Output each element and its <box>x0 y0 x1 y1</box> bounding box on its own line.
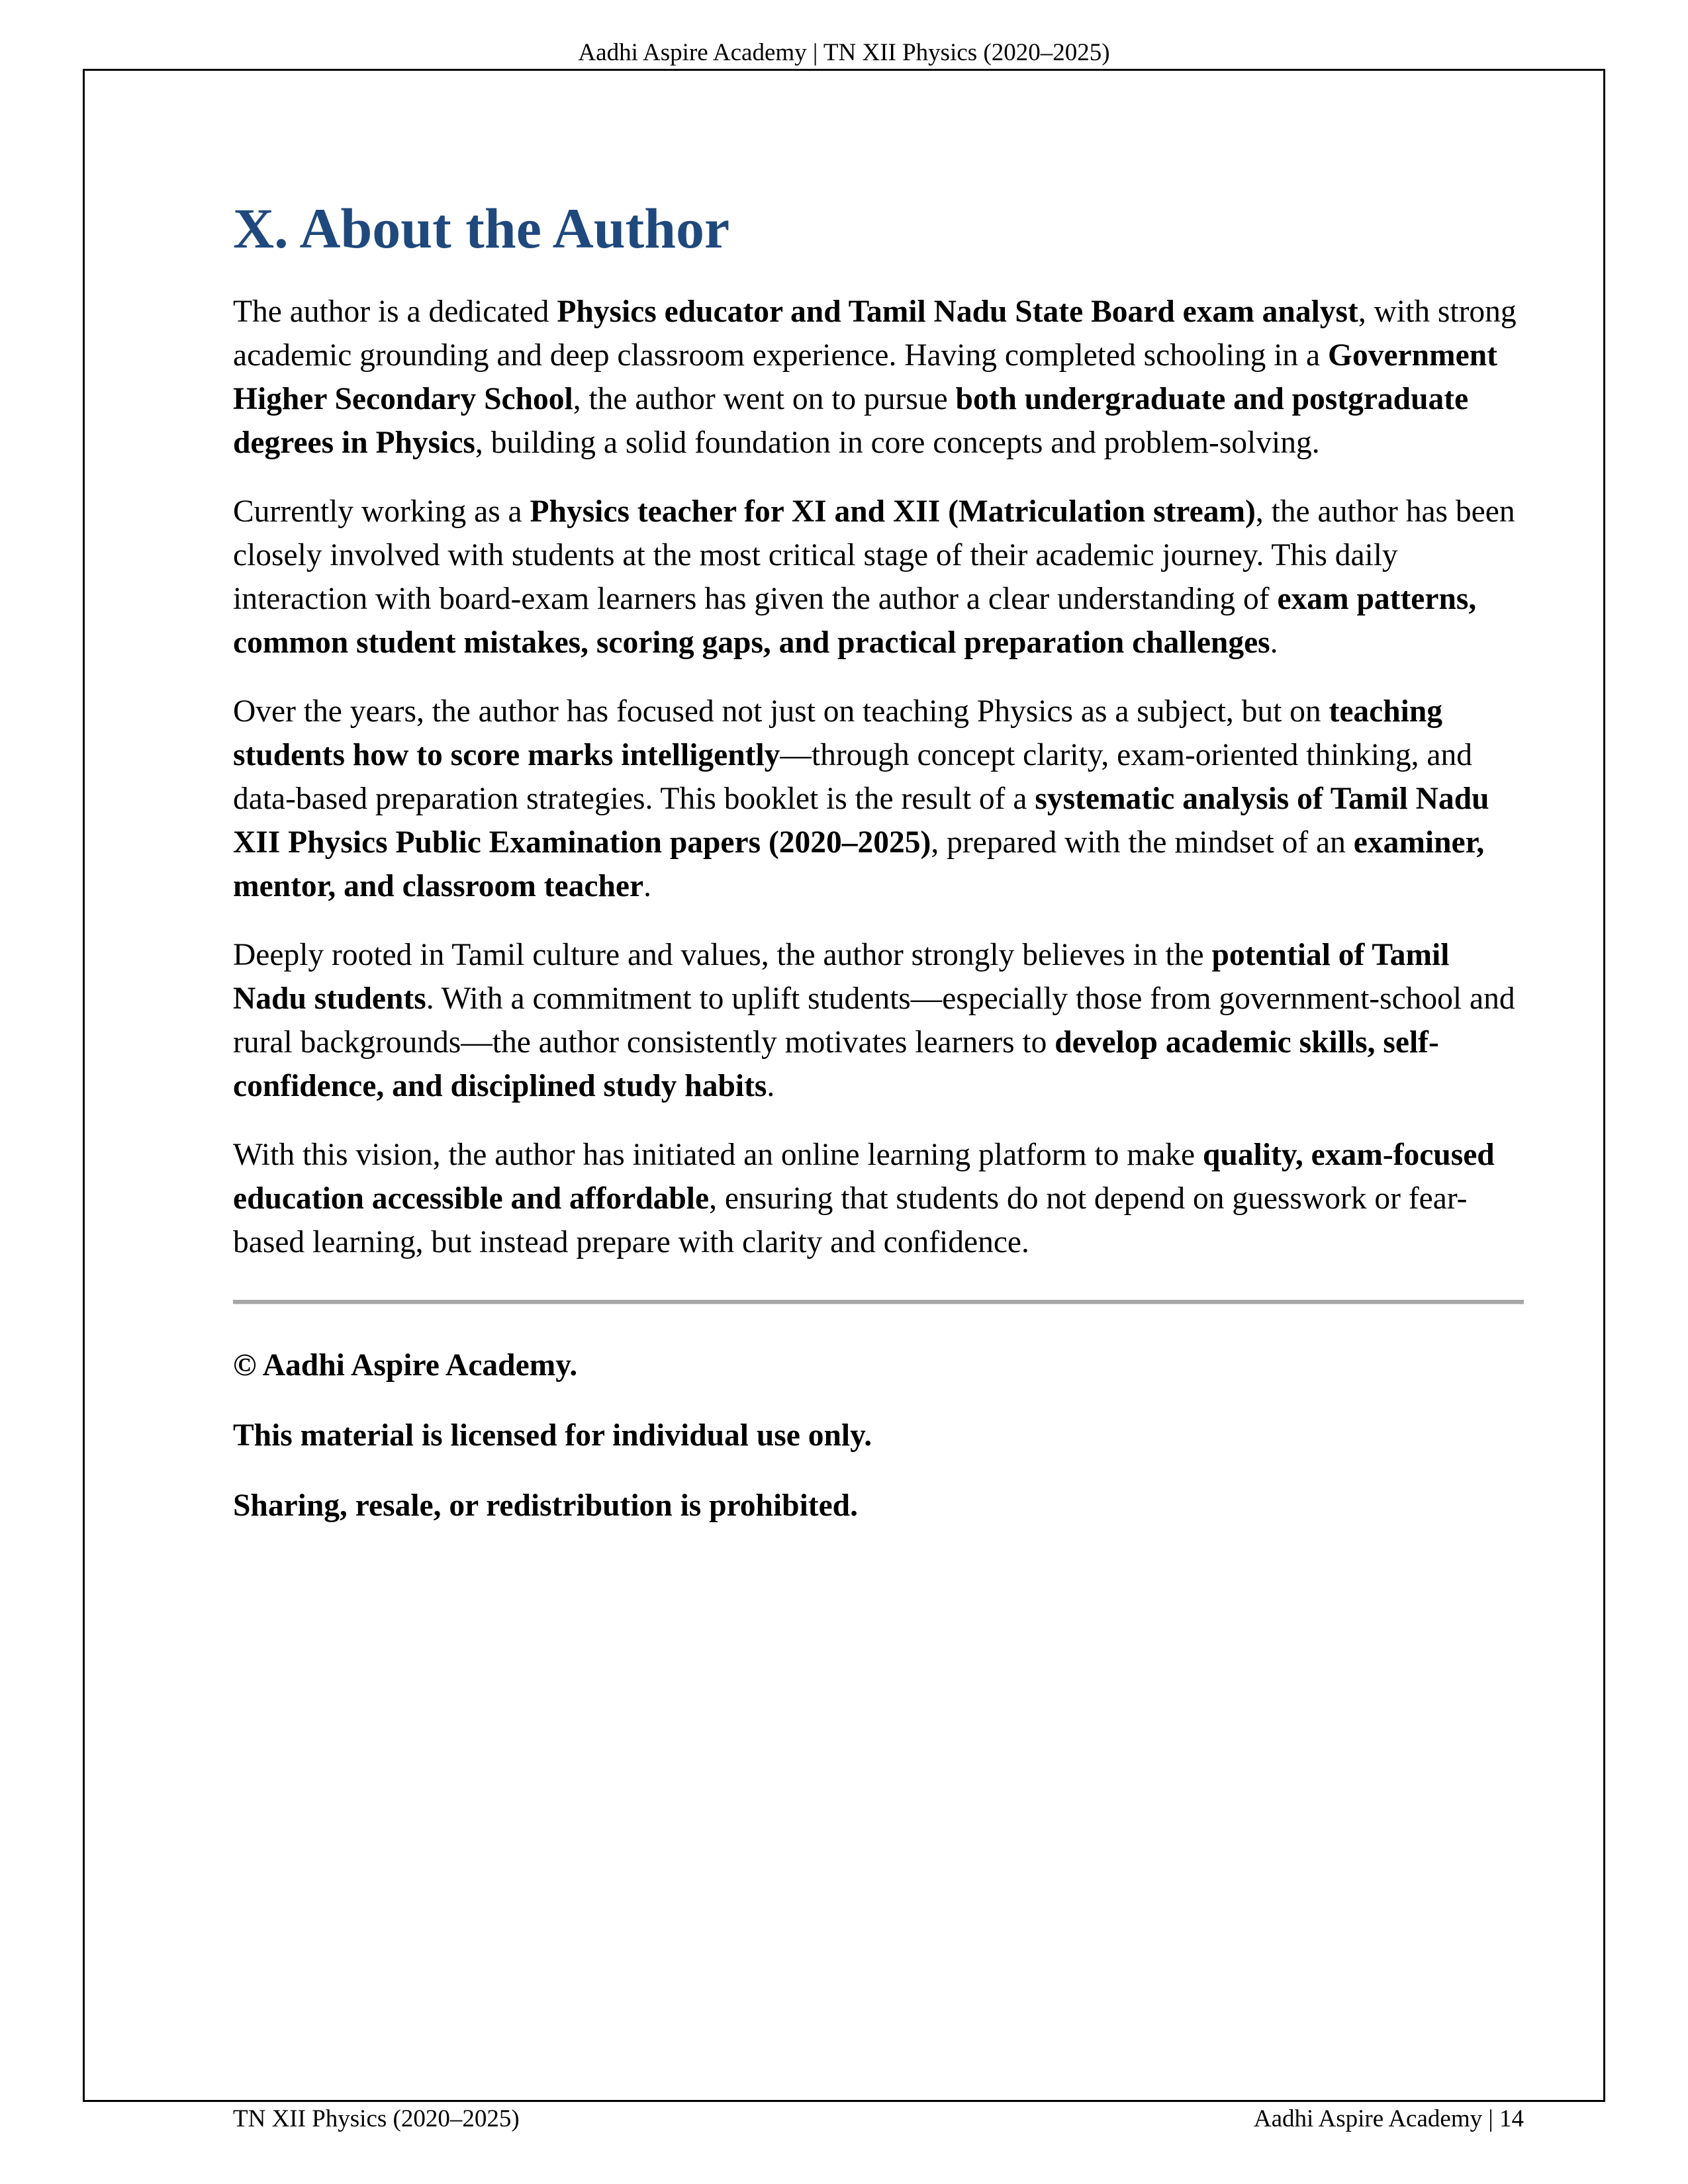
horizontal-divider <box>233 1300 1524 1304</box>
emphasis-text: exam patterns, common student mistakes, scoring gaps, and practical preparation challenges <box>233 582 1477 660</box>
bio-paragraph <box>233 933 1524 1108</box>
emphasis-text: systematic analysis of Tamil Nadu XII Physics Public Examination papers (2020–2025) <box>233 782 1489 860</box>
emphasis-text: Physics educator and Tamil Nadu State Board exam analyst <box>557 295 1358 329</box>
body-text: , the author went on to pursue <box>573 382 956 416</box>
body-text: With this vision, the author has initiated an online learning platform to make <box>233 1138 1203 1172</box>
emphasis-text: potential of Tamil Nadu students <box>233 938 1450 1016</box>
footer-left: TN XII Physics (2020–2025) <box>233 2105 520 2132</box>
emphasis-text: Government Higher Secondary School <box>233 338 1497 416</box>
body-text: . <box>643 869 651 903</box>
body-text: Deeply rooted in Tamil culture and values, the author strongly believes in the <box>233 938 1212 972</box>
footer-right-page-number: Aadhi Aspire Academy | 14 <box>1253 2105 1524 2132</box>
bio-paragraph <box>233 290 1524 465</box>
copyright-line: © Aadhi Aspire Academy. <box>233 1348 578 1383</box>
prohibition-line: Sharing, resale, or redistribution is prohibited. <box>233 1488 858 1523</box>
body-text: The author is a dedicated <box>233 295 557 329</box>
emphasis-text: teaching students how to score marks intelligently <box>233 694 1443 772</box>
copyright-notice <box>233 1345 1524 1525</box>
body-text: , ensuring that students do not depend on guesswork or fear-based learning, but instead prepare with clarity and confidence. <box>233 1181 1468 1259</box>
body-text: Over the years, the author has focused not just on teaching Physics as a subject, but on <box>233 694 1329 729</box>
emphasis-text: both undergraduate and postgraduate degrees in Physics <box>233 382 1469 460</box>
license-line: This material is licensed for individual use only. <box>233 1418 872 1453</box>
bio-paragraph <box>233 690 1524 908</box>
bio-paragraph <box>233 1133 1524 1264</box>
body-text: . With a commitment to uplift students—especially those from government-school and rural backgrounds—the author consistently motivates learners to <box>233 981 1515 1060</box>
emphasis-text: quality, exam-focused education accessible and affordable <box>233 1138 1495 1216</box>
running-header: Aadhi Aspire Academy | TN XII Physics (2020–2025) <box>578 39 1110 66</box>
body-text: , prepared with the mindset of an <box>931 825 1354 860</box>
body-text: , building a solid foundation in core concepts and problem-solving. <box>475 426 1320 460</box>
emphasis-text: develop academic skills, self-confidence, and disciplined study habits <box>233 1025 1439 1103</box>
page-content <box>233 192 1524 1556</box>
emphasis-text: Physics teacher for XI and XII (Matriculation stream) <box>530 494 1256 529</box>
running-footer <box>233 2105 1524 2134</box>
body-text: . <box>1270 625 1278 660</box>
body-text: , the author has been closely involved with students at the most critical stage of their academic journey. This daily interaction with board-exam learners has given the author a clear understanding of <box>233 494 1515 616</box>
body-text: —through concept clarity, exam-oriented thinking, and data-based preparation strategies. This booklet is the result of a <box>233 738 1472 816</box>
body-text: . <box>767 1069 775 1103</box>
bio-paragraph <box>233 490 1524 664</box>
section-title: X. About the Author <box>233 197 730 260</box>
author-bio <box>233 290 1524 1264</box>
body-text: , with strong academic grounding and deep classroom experience. Having completed schooling in a <box>233 295 1517 373</box>
emphasis-text: examiner, mentor, and classroom teacher <box>233 825 1485 903</box>
body-text: Currently working as a <box>233 494 530 529</box>
